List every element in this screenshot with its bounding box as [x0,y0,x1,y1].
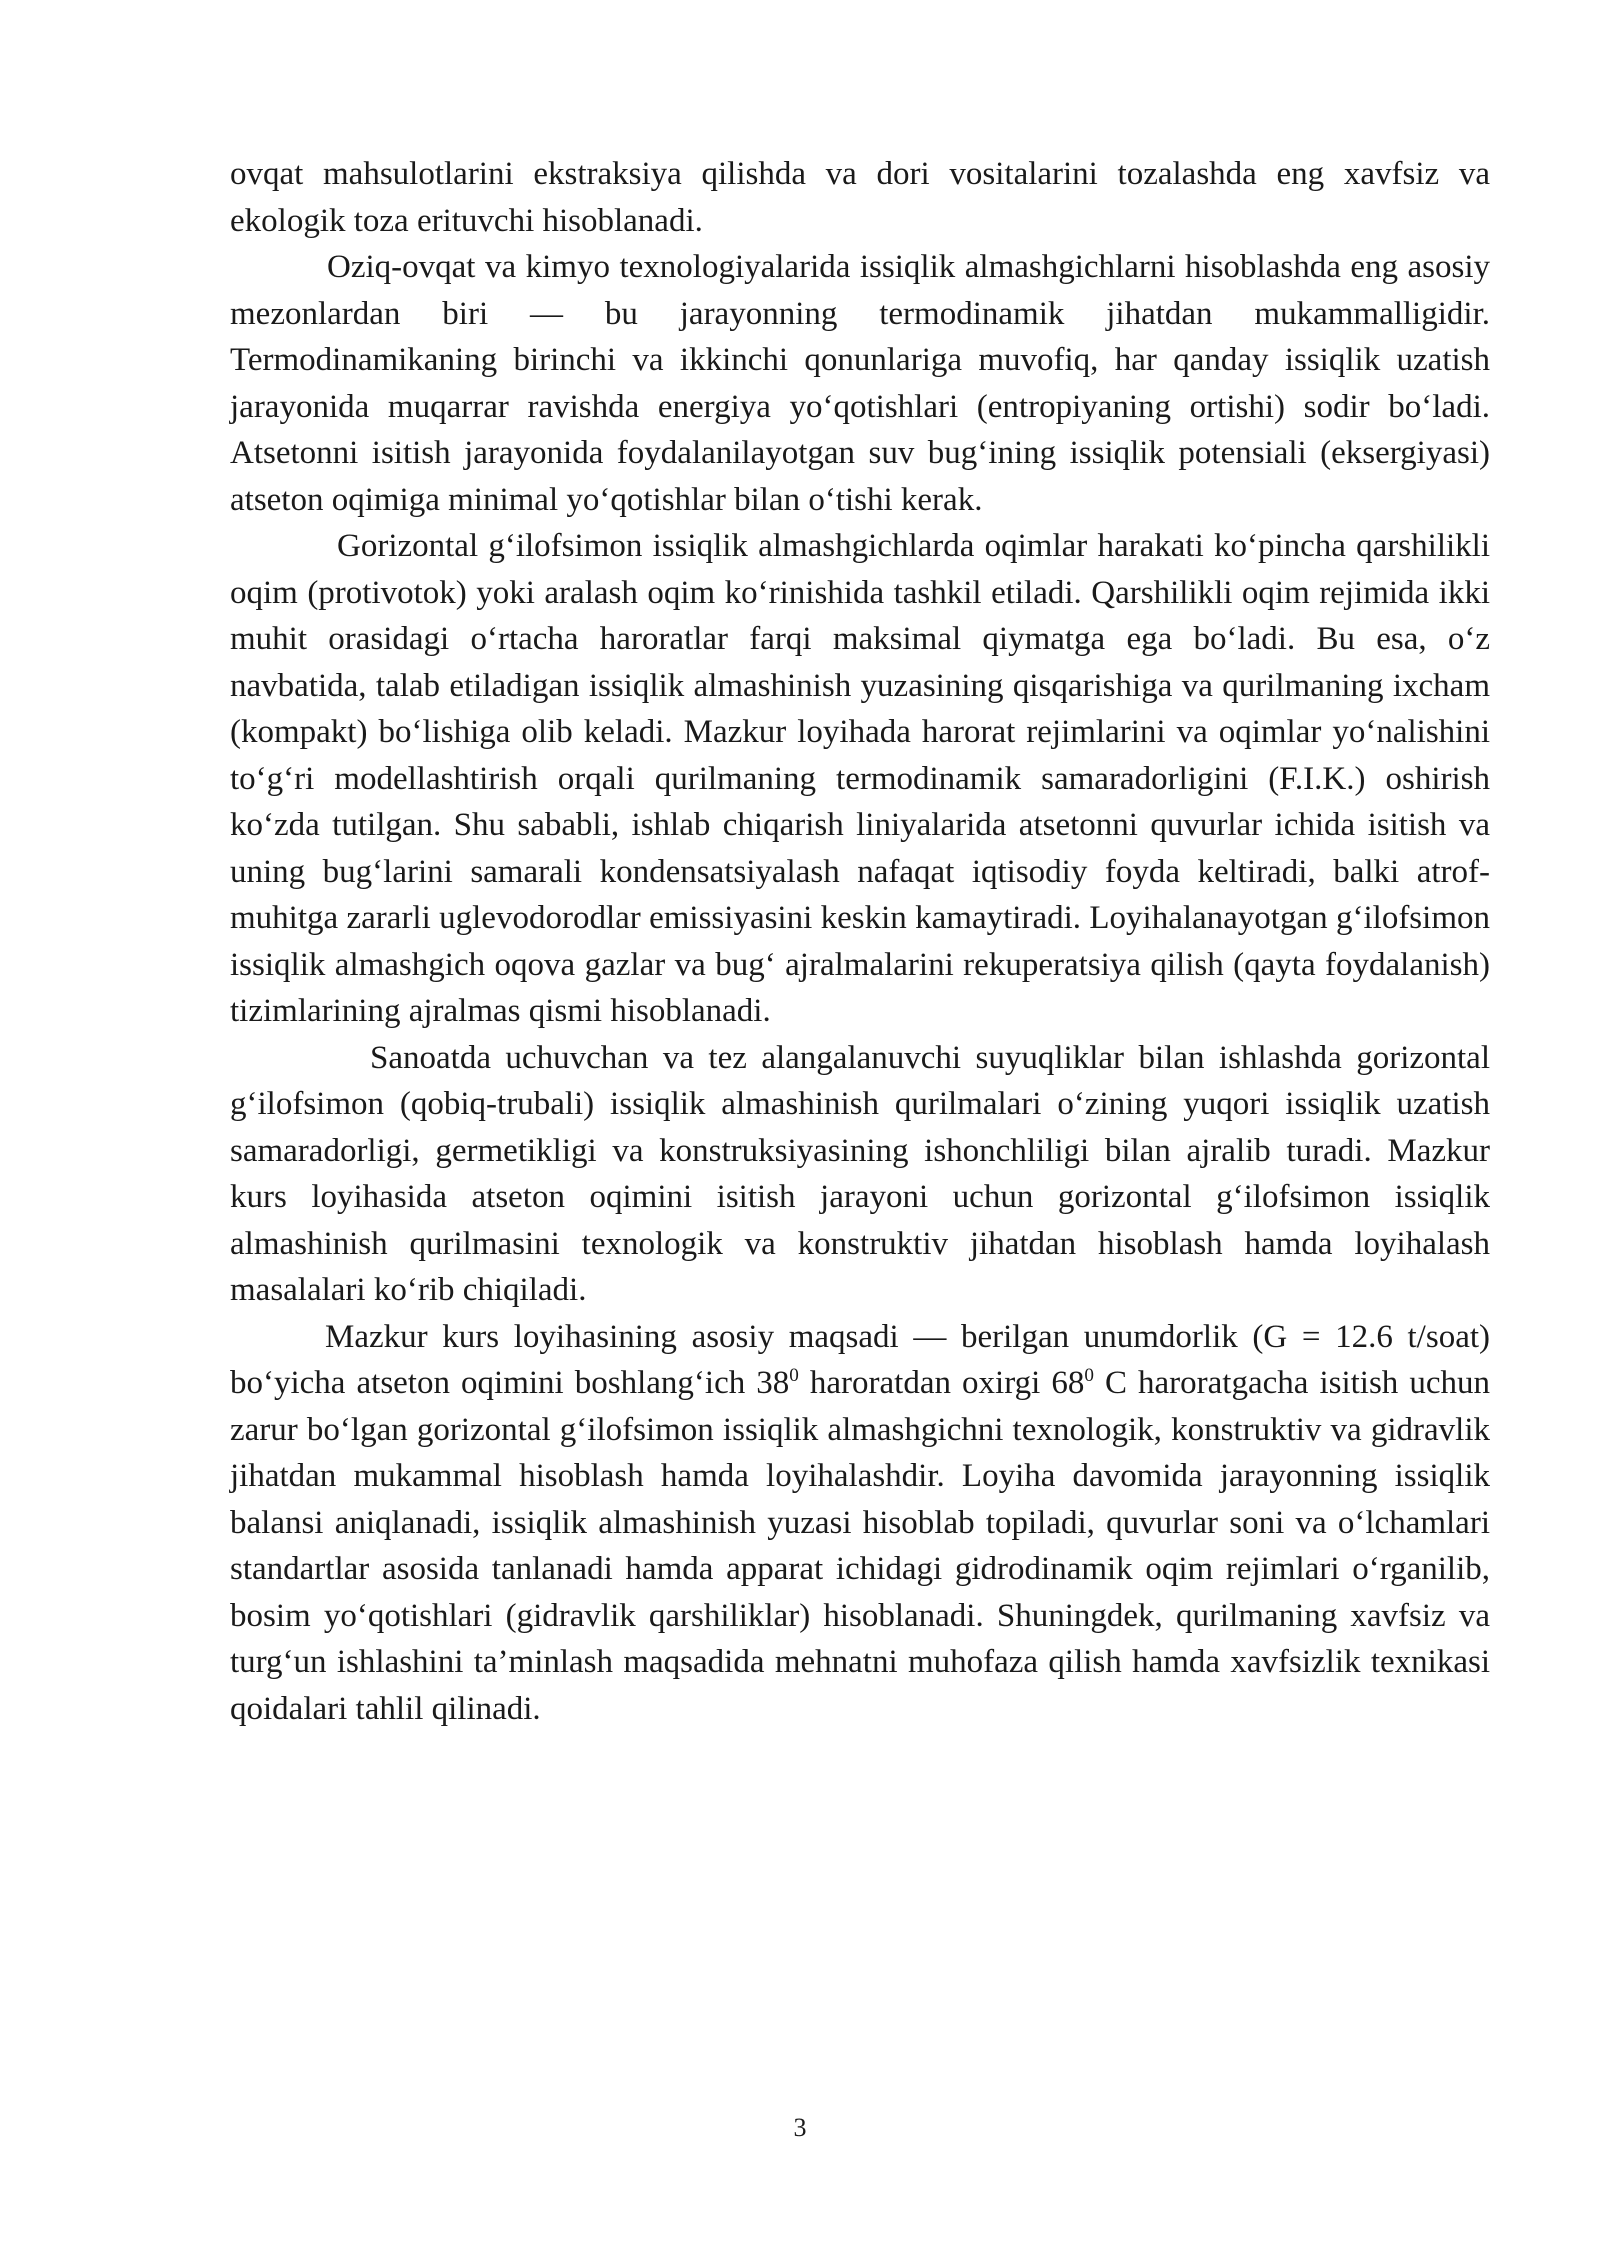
paragraph-thermodynamics: Oziq-ovqat va kimyo texnologiyalarida issiqlik almashgichlarni hisoblashda eng asosiy mezonlardan biri — bu jarayonning termodinamik jihatdan mukammalligidir. Termodinamikaning birinchi va ikkinchi qonunlariga muvofiq, har qanday issiqlik uzatish jarayonida muqarrar ravishda energiya yo‘qotishlari (entropiyaning ortishi) sodir bo‘ladi. Atsetonni isitish jarayonida foydalanilayotgan suv bug‘ining issiqlik potensiali (eksergiyasi) atseton oqimiga minimal yo‘qotishlar bilan o‘tishi kerak. [230,249,1490,518]
paragraph-industry: Sanoatda uchuvchan va tez alangalanuvchi suyuqliklar bilan ishlashda gorizontal g‘ilofsimon (qobiq-trubali) issiqlik almashinish qurilmalari o‘zining yuqori issiqlik uzatish samaradorligi, germetikligi va konstruksiyasining ishonchliligi bilan ajralib turadi. Mazkur kurs loyihasida atseton oqimini isitish jarayoni uchun gorizontal g‘ilofsimon issiqlik almashinish qurilmasini texnologik va konstruktiv jihatdan hisoblash hamda loyihalash masalalari ko‘rib chiqiladi. [230,1039,1490,1308]
paragraph-counterflow: Gorizontal g‘ilofsimon issiqlik almashgichlarda oqimlar harakati ko‘pincha qarshilikli oqim (protivotok) yoki aralash oqim ko‘rinishida tashkil etiladi. Qarshilikli oqim rejimida ikki muhit orasidagi o‘rtacha haroratlar farqi maksimal qiymatga ega bo‘ladi. Bu esa, o‘z navbatida, talab etiladigan issiqlik almashinish yuzasining qisqarishiga va qurilmaning ixcham (kompakt) bo‘lishiga olib keladi. Mazkur loyihada harorat rejimlarini va oqimlar yo‘nalishini to‘g‘ri modellashtirish orqali qurilmaning termodinamik samaradorligini (F.I.K.) oshirish ko‘zda tutilgan. Shu sababli, ishlab chiqarish liniyalarida atsetonni quvurlar ichida isitish va uning bug‘larini samarali kondensatsiyalash nafaqat iqtisodiy foyda keltiradi, balki atrof-muhitga zararli uglevodorodlar emissiyasini keskin kamaytiradi. Loyihalanayotgan g‘ilofsimon issiqlik almashgich oqova gazlar va bug‘ ajralmalarini rekuperatsiya qilish (qayta foydalanish) tizimlarining ajralmas qismi hisoblanadi. [230,528,1490,1029]
degree-superscript-start: 0 [789,1365,799,1386]
paragraph-project-goal [230,1314,1490,1733]
goal-text-part-3: C haroratgacha isitish uchun zarur bo‘lgan gorizontal g‘ilofsimon issiqlik almashgichni texnologik, konstruktiv va gidravlik jihatdan mukammal hisoblash hamda loyihalashdir. Loyiha davomida jarayonning issiqlik balansi aniqlanadi, issiqlik almashinish yuzasi hisoblab topiladi, quvurlar soni va o‘lchamlari standartlar asosida tanlanadi hamda apparat ichidagi gidrodinamik oqim rejimlari o‘rganilib, bosim yo‘qotishlari (gidravlik qarshiliklar) hisoblanadi. Shuningdek, qurilmaning xavfsiz va turg‘un ishlashini ta’minlash maqsadida mehnatni muhofaza qilish hamda xavfsizlik texnikasi qoidalari tahlil qilinadi. [230,1365,1490,1727]
goal-text-part-2: haroratdan oxirgi 68 [798,1365,1085,1401]
document-body [230,151,1490,1732]
paragraph-continuation: ovqat mahsulotlarini ekstraksiya qilishda va dori vositalarini tozalashda eng xavfsiz va ekologik toza erituvchi hisoblanadi. [230,156,1490,239]
page-number: 3 [793,2113,807,2142]
goal-text-part-1: Mazkur kurs loyihasining asosiy maqsadi — berilgan unumdorlik (G = 12.6 t/soat) bo‘yicha atseton oqimini boshlang‘ich 38 [230,1318,1490,1401]
degree-superscript-end: 0 [1084,1365,1094,1386]
